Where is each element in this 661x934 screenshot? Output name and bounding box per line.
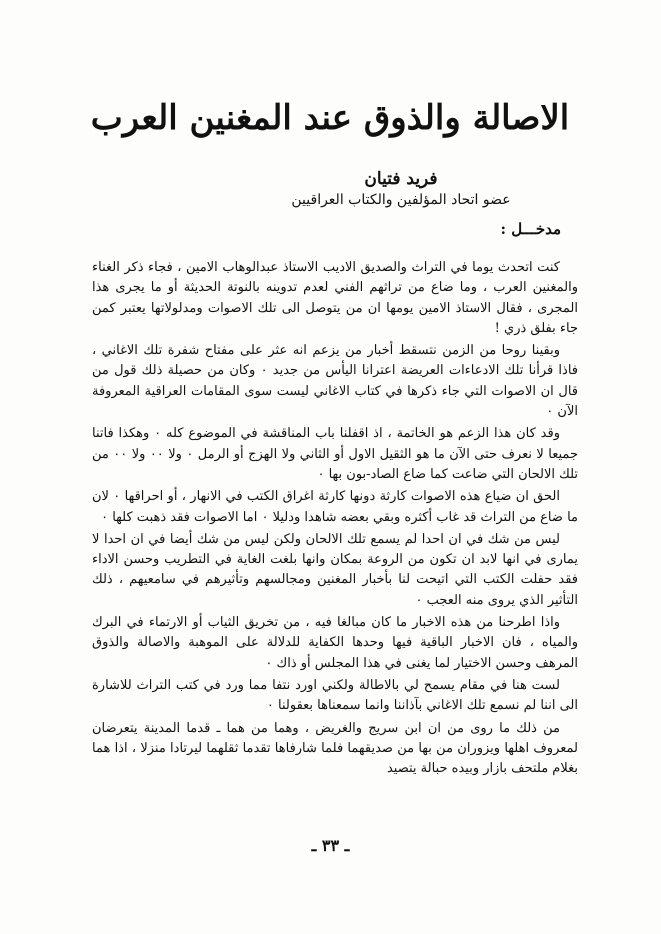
- article-title: الاصالة والذوق عند المغنين العرب: [90, 98, 570, 138]
- paragraph: لست هنا في مقام يسمح لي بالاطالة ولكني اورد نتفا مما ورد في كتب التراث للاشارة الى اننا لم نسمع تلك الاغاني بآذاننا وانما سمعناها بعقولنا ٠: [92, 677, 578, 714]
- intro-heading: مدخـــل :: [500, 220, 561, 238]
- paragraph: ليس من شك في ان احدا لم يسمع تلك الالحان ولكن ليس من شك أيضا في ان احدا لا يمارى في انها لابد ان تكون من الروعة بمكان وانها بلغت الغاية في التطريب وحسن الاداء فقد حفلت الكتب التي اتيحت لنا بأخبار المغنين ومجالسهم وتأثيرهم في سامعيهم ، ذلك التأثير الذي يروى منه العجب ٠: [92, 531, 578, 608]
- author-block: [236, 168, 566, 210]
- paragraph: كنت اتحدث يوما في التراث والصديق الاديب الاستاذ عبدالوهاب الامين ، فجاء ذكر الغناء والمغنين العرب ، وما ضاع من تراثهم الفني لعدم تدوينه بالنوتة الحديثة أو ما يجرى هذا المجرى ، فقال الاستاذ الامين يومها ان من يتوصل الى تلك الاصوات ومدلولاتها يعتبر كمن جاء بفلق ذري !: [92, 260, 578, 336]
- page-number: ـ ٣٣ ـ: [311, 836, 350, 855]
- paragraph: وبقينا روحا من الزمن نتسقط أخبار من يزعم انه عثر على مفتاح شفرة تلك الاغاني ، فاذا قرأنا تلك الادعاءات العريضة اعترانا اليأس من جديد ٠ وكان من حصيلة ذلك قول من قال ان الاصوات التي جاء ذكرها في كتاب الاغاني ليست سوى المقامات العراقية المعروفة الآن ٠: [92, 343, 578, 420]
- article-body: [92, 258, 578, 781]
- author-affiliation: عضو اتحاد المؤلفين والكتاب العراقيين: [291, 192, 511, 208]
- paragraph: واذا اطرحنا من هذه الاخبار ما كان مبالغا فيه ، من تخريق الثياب أو الارتماء في البرك والمياه ، فان الاخبار الباقية فيها وحدها الكفاية للدلالة على الموهبة والاصالة والذوق المرهف وحسن الاختيار لما يغنى في هذا المجلس أو ذاك ٠: [92, 615, 578, 671]
- paragraph: من ذلك ما روى من ان ابن سريج والغريض ، وهما من هما ـ قدما المدينة يتعرضان لمعروف اهلها ويزوران من بها من صديقهما فلما شارفاها تقدما ثقلهما ليرتادا منزلا ، اذا هما بغلام ملتحف بازار وبيده حبالة يتصيد: [92, 720, 578, 777]
- author-name: فريد فتيان: [364, 169, 438, 189]
- paragraph: وقد كان هذا الزعم هو الخاتمة ، اذ اقفلنا باب المناقشة في الموضوع كله ٠ وهكذا فاتنا جميعا لا نعرف حتى الآن ما هو الثقيل الاول أو الثاني ولا الهزج أو الرمل ٠ ولا ٠٠ ولا ٠٠ من تلك الالحان التي ضاعت كما ضاع الصاد-بون بها ٠: [92, 426, 578, 482]
- paragraph: الحق ان ضياع هذه الاصوات كارثة دونها كارثة اغراق الكتب في الانهار ، أو احراقها ٠ لان ما ضاع من التراث قد غاب أكثره وبقي بعضه شاهدا ودليلا ٠ اما الاصوات فقد ذهبت كلها ٠: [92, 489, 578, 525]
